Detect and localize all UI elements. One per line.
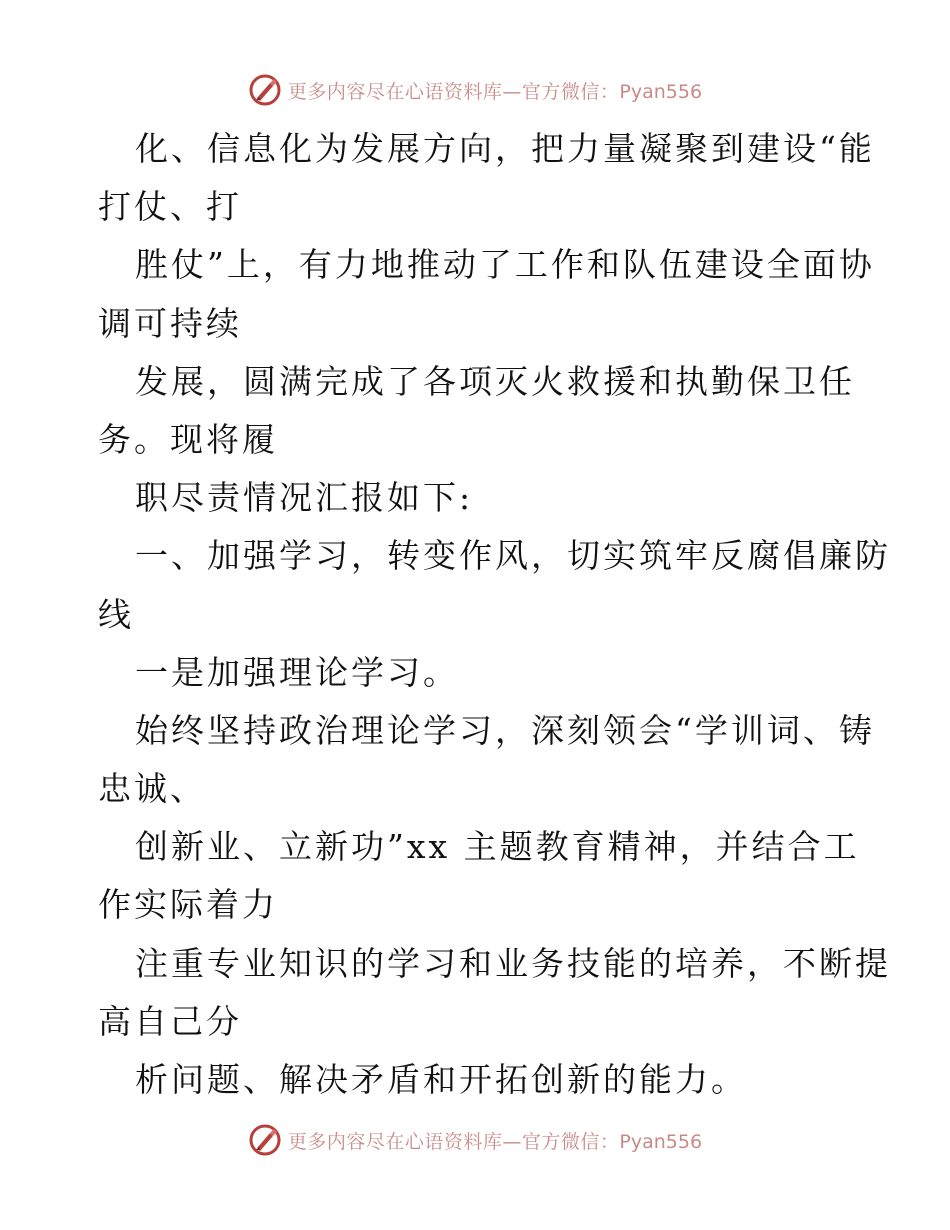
text-line: 创新业、立新功”xx 主题教育精神，并结合工 [135, 827, 860, 867]
pen-logo-icon [248, 1123, 282, 1157]
text-line: 一、加强学习，转变作风，切实筑牢反腐倡廉防 [135, 536, 891, 576]
footer-watermark [0, 1120, 950, 1160]
text-line: 注重专业知识的学习和业务技能的培养，不断提 [135, 943, 891, 983]
text-line: 一是加强理论学习。 [135, 652, 459, 692]
text-line: 化、信息化为发展方向，把力量凝聚到建设“能 [135, 129, 875, 168]
watermark-wechat-id: Pyan556 [619, 80, 703, 103]
header-watermark [0, 70, 950, 110]
text-line: 调可持续 [98, 303, 242, 343]
document-body [98, 120, 891, 1109]
watermark-text: 更多内容尽在心语资料库—官方微信：Pyan556 [287, 1130, 703, 1153]
text-line: 线 [98, 594, 134, 634]
text-line: 高自己分 [98, 1001, 242, 1041]
pen-logo-icon [248, 73, 282, 107]
watermark-wechat-id: Pyan556 [619, 1130, 703, 1153]
text-line: 职尽责情况汇报如下: [135, 478, 474, 518]
text-line: 发展，圆满完成了各项灭火救援和执勤保卫任 [135, 361, 855, 401]
text-line: 始终坚持政治理论学习，深刻领会“学训词、铸 [135, 710, 875, 750]
text-line: 忠诚、 [98, 769, 206, 809]
text-line: 打仗、打 [98, 187, 242, 227]
text-line: 胜仗”上，有力地推动了工作和队伍建设全面协 [135, 245, 875, 285]
text-line: 作实际着力 [98, 885, 278, 925]
watermark-text: 更多内容尽在心语资料库—官方微信：Pyan556 [287, 80, 703, 103]
text-line: 析问题、解决矛盾和开拓创新的能力。 [135, 1060, 747, 1099]
text-line: 务。现将履 [98, 419, 278, 459]
